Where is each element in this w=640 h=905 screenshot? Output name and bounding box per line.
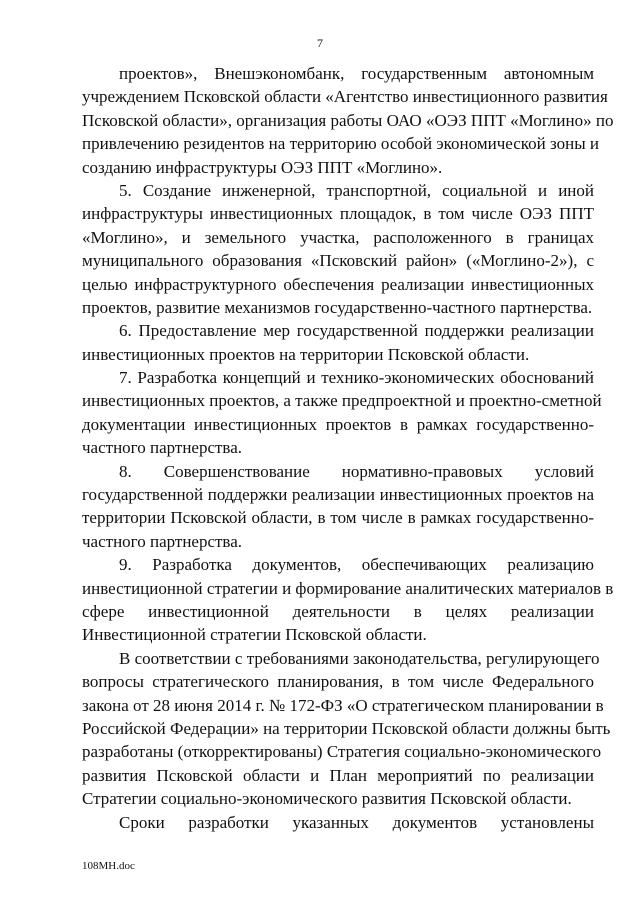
- text-line: привлечению резидентов на территорию особой экономической зоны и: [82, 134, 599, 154]
- paragraph: [82, 647, 611, 811]
- footer-filename: 108МН.doc: [82, 860, 135, 872]
- text-line: Псковской области», организация работы ОАО «ОЭЗ ППТ «Моглино» по: [82, 110, 614, 130]
- paragraph: [82, 811, 594, 834]
- text-line: инфраструктуры инвестиционных площадок, в том числе ОЭЗ ППТ: [82, 204, 594, 224]
- text-line: В соответствии с требованиями законодательства, регулирующего: [119, 648, 600, 668]
- text-line: учреждением Псковской области «Агентство инвестиционного развития: [82, 87, 608, 107]
- text-line: инвестиционных проектов, а также предпроектной и проектно-сметной: [82, 391, 602, 411]
- text-line: «Моглино», и земельного участка, расположенного в границах: [82, 227, 594, 247]
- text-line: созданию инфраструктуры ОЭЗ ППТ «Моглино».: [82, 157, 443, 177]
- text-line: 5. Создание инженерной, транспортной, социальной и иной: [119, 180, 594, 200]
- text-line: Российской Федерации» на территории Псковской области должны быть: [82, 718, 611, 738]
- text-line: 8. Совершенствование нормативно-правовых условий: [119, 461, 594, 481]
- text-line: 9. Разработка документов, обеспечивающих реализацию: [119, 555, 594, 575]
- page-number: 7: [317, 36, 323, 50]
- text-line: Сроки разработки указанных документов установлены: [119, 812, 594, 832]
- text-line: государственной поддержки реализации инвестиционных проектов на: [82, 485, 594, 505]
- text-line: сфере инвестиционной деятельности в целях реализации: [82, 601, 594, 621]
- text-line: муниципального образования «Псковский район» («Моглино-2»), с: [82, 251, 594, 271]
- text-line: 6. Предоставление мер государственной поддержки реализации: [119, 321, 594, 341]
- text-line: частного партнерства.: [82, 438, 243, 458]
- paragraph: [82, 62, 614, 179]
- text-line: инвестиционной стратегии и формирование аналитических материалов в: [82, 578, 614, 598]
- text-line: документации инвестиционных проектов в рамках государственно-: [82, 414, 594, 434]
- text-line: закона от 28 июня 2014 г. № 172-ФЗ «О стратегическом планировании в: [82, 695, 604, 715]
- text-line: вопросы стратегического планирования, в том числе Федерального: [82, 672, 594, 692]
- text-line: проектов, развитие механизмов государственно-частного партнерства.: [82, 297, 593, 317]
- text-line: инвестиционных проектов на территории Псковской области.: [82, 344, 530, 364]
- text-line: Инвестиционной стратегии Псковской области.: [82, 625, 427, 645]
- text-line: частного партнерства.: [82, 531, 243, 551]
- text-line: развития Псковской области и План мероприятий по реализации: [82, 765, 594, 785]
- text-line: проектов», Внешэкономбанк, государственным автономным: [119, 64, 594, 83]
- paragraph: [82, 366, 602, 460]
- text-line: территории Псковской области, в том числе в рамках государственно-: [82, 508, 594, 528]
- text-line: разработаны (откорректированы) Стратегия социально-экономического: [82, 742, 602, 762]
- paragraph: [82, 553, 614, 647]
- paragraph: [82, 460, 594, 554]
- text-line: 7. Разработка концепций и технико-экономических обоснований: [119, 368, 594, 388]
- paragraph: [82, 179, 594, 319]
- text-line: целью инфраструктурного обеспечения реализации инвестиционных: [82, 274, 594, 294]
- document-body: [82, 62, 614, 834]
- text-line: Стратегии социально-экономического развития Псковской области.: [82, 789, 572, 809]
- paragraph: [82, 319, 594, 366]
